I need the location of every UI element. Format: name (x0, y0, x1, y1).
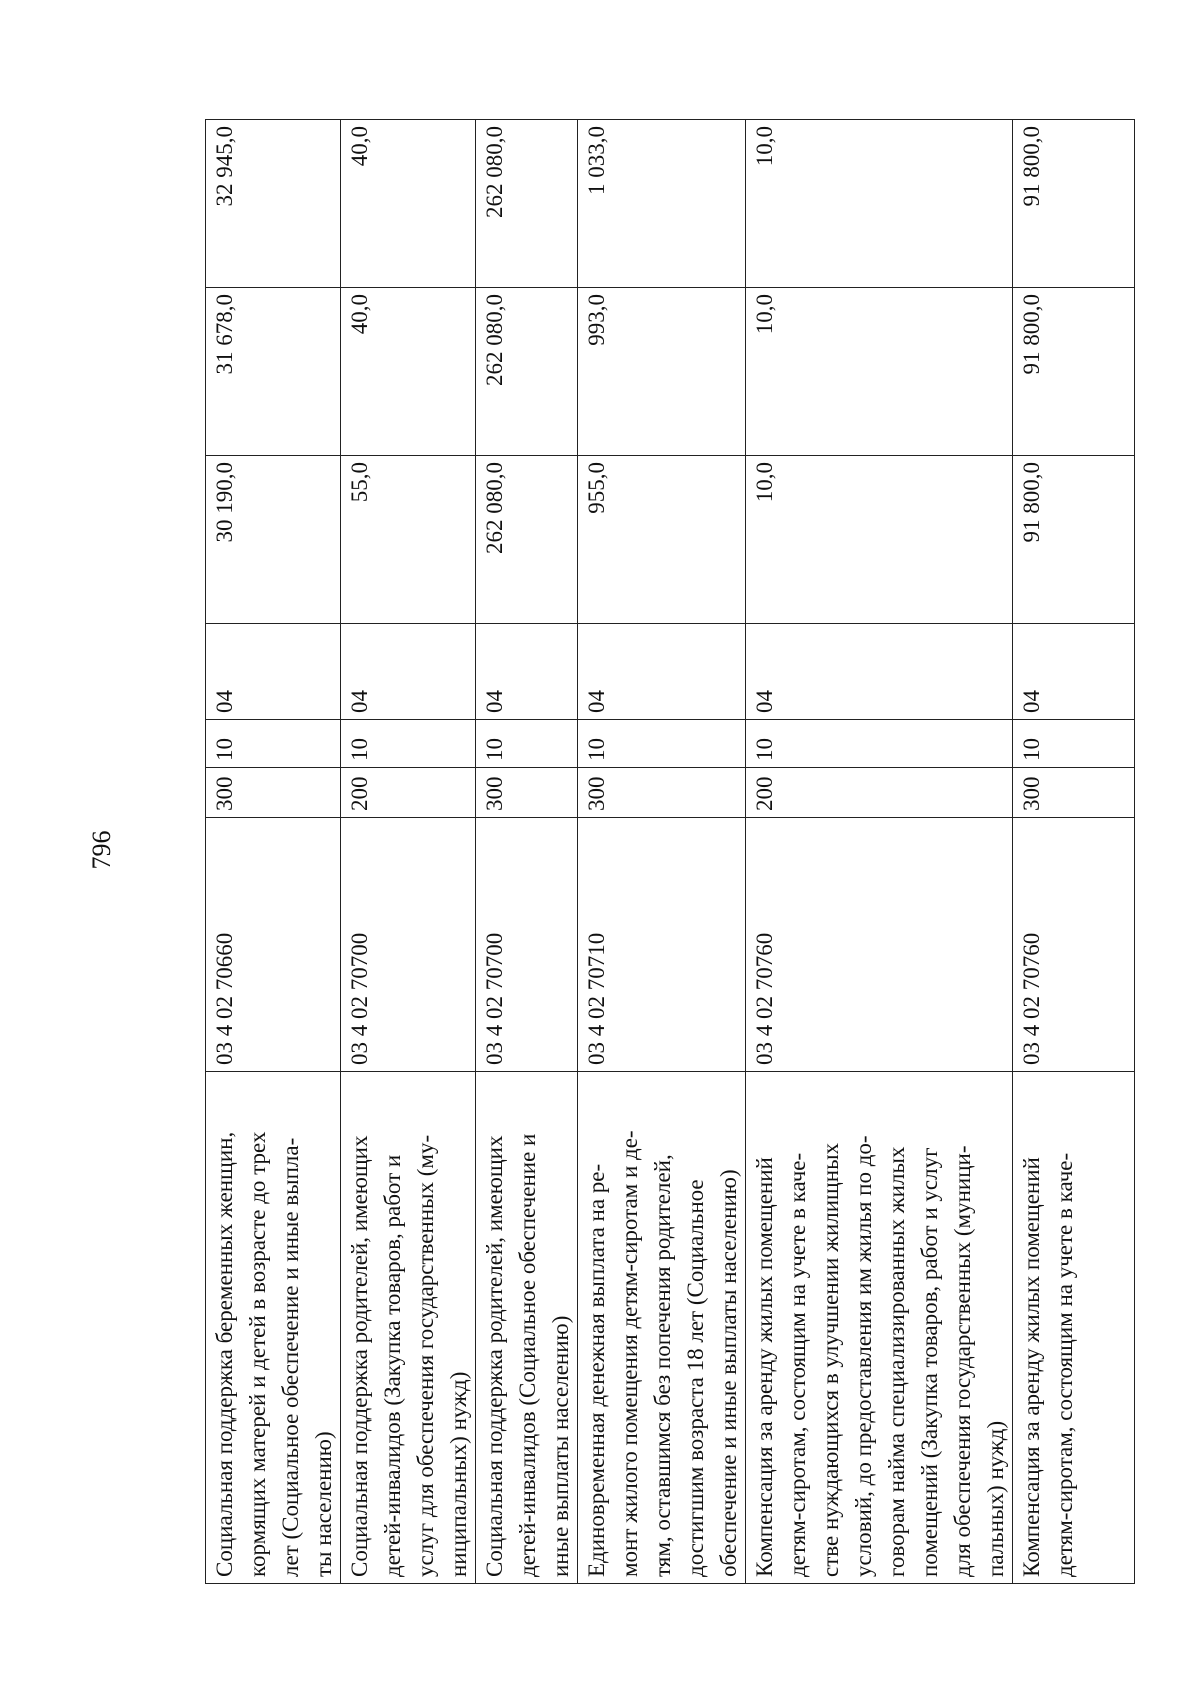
description-line: кормящих матерей и детей в возрасте до трех (245, 1131, 270, 1577)
amount-year-1: 955,0 (578, 456, 746, 624)
amount-year-2: 262 080,0 (476, 288, 578, 456)
description-line: тям, оставшимся без попечения родителей, (650, 1154, 675, 1577)
subsection-code: 04 (206, 624, 341, 720)
description-line: детей-инвалидов (Закупка товаров, работ и (380, 1154, 405, 1577)
subsection-code: 04 (1013, 624, 1135, 720)
subsection-code: 04 (578, 624, 746, 720)
subsection-code: 04 (476, 624, 578, 720)
description-line: для обеспечения государственных (муници- (950, 1145, 975, 1577)
amount-year-3: 10,0 (746, 120, 1013, 288)
description-line: пальных) нужд) (983, 1420, 1008, 1577)
amount-year-2: 10,0 (746, 288, 1013, 456)
section-code: 10 (578, 720, 746, 768)
table-row (476, 120, 578, 1584)
description-line: ниципальных) нужд) (446, 1371, 471, 1577)
row-description (1013, 1072, 1135, 1584)
expense-type-code: 300 (206, 768, 341, 818)
amount-year-1: 91 800,0 (1013, 456, 1135, 624)
target-article-code: 03 4 02 70760 (746, 818, 1013, 1072)
section-code: 10 (1013, 720, 1135, 768)
target-article-code: 03 4 02 70660 (206, 818, 341, 1072)
description-line: детей-инвалидов (Социальное обеспечение и (515, 1133, 540, 1577)
page-number: 796 (87, 830, 116, 870)
table-row (1013, 120, 1135, 1584)
row-description (206, 1072, 341, 1584)
target-article-code: 03 4 02 70700 (476, 818, 578, 1072)
amount-year-1: 10,0 (746, 456, 1013, 624)
amount-year-3: 1 033,0 (578, 120, 746, 288)
description-line: иные выплаты населению) (548, 1315, 573, 1577)
row-description (341, 1072, 476, 1584)
description-line: монт жилого помещения детям-сиротам и де- (617, 1130, 642, 1577)
budget-table-wrapper (205, 120, 1105, 1584)
description-line: достигшим возраста 18 лет (Социальное (683, 1179, 708, 1577)
amount-year-1: 262 080,0 (476, 456, 578, 624)
section-code: 10 (746, 720, 1013, 768)
description-line: Компенсация за аренду жилых помещений (1019, 1157, 1044, 1577)
amount-year-1: 30 190,0 (206, 456, 341, 624)
table-row (746, 120, 1013, 1584)
section-code: 10 (206, 720, 341, 768)
table-row (578, 120, 746, 1584)
description-line: помещений (Закупка товаров, работ и услуг (917, 1147, 942, 1577)
expense-type-code: 200 (341, 768, 476, 818)
amount-year-1: 55,0 (341, 456, 476, 624)
expense-type-code: 300 (476, 768, 578, 818)
description-line: Социальная поддержка родителей, имеющих (347, 1135, 372, 1577)
amount-year-3: 32 945,0 (206, 120, 341, 288)
row-description (746, 1072, 1013, 1584)
target-article-code: 03 4 02 70700 (341, 818, 476, 1072)
section-code: 10 (476, 720, 578, 768)
description-line: говорам найма специализированных жилых (884, 1146, 909, 1577)
description-line: стве нуждающихся в улучшении жилищных (818, 1142, 843, 1577)
expense-type-code: 200 (746, 768, 1013, 818)
table-row (206, 120, 341, 1584)
expense-type-code: 300 (578, 768, 746, 818)
budget-table (205, 119, 1135, 1584)
description-line: Компенсация за аренду жилых помещений (752, 1157, 777, 1577)
section-code: 10 (341, 720, 476, 768)
amount-year-2: 993,0 (578, 288, 746, 456)
description-line: обеспечение и иные выплаты населению) (716, 1169, 741, 1577)
description-line: лет (Социальное обеспечение и иные выпла- (278, 1137, 303, 1577)
subsection-code: 04 (341, 624, 476, 720)
table-row (341, 120, 476, 1584)
description-line: Социальная поддержка беременных женщин, (212, 1131, 237, 1577)
target-article-code: 03 4 02 70760 (1013, 818, 1135, 1072)
amount-year-3: 262 080,0 (476, 120, 578, 288)
description-line: Единовременная денежная выплата на ре- (584, 1163, 609, 1577)
description-line: детям-сиротам, состоящим на учете в каче- (1052, 1152, 1077, 1577)
budget-table-body (206, 120, 1135, 1584)
row-description (578, 1072, 746, 1584)
description-line: ты населению) (311, 1431, 336, 1577)
row-description (476, 1072, 578, 1584)
amount-year-2: 91 800,0 (1013, 288, 1135, 456)
budget-table-rotated (205, 120, 1105, 1584)
description-line: условий, до предоставления им жилья по до- (851, 1135, 876, 1577)
subsection-code: 04 (746, 624, 1013, 720)
target-article-code: 03 4 02 70710 (578, 818, 746, 1072)
amount-year-3: 40,0 (341, 120, 476, 288)
amount-year-2: 31 678,0 (206, 288, 341, 456)
amount-year-2: 40,0 (341, 288, 476, 456)
description-line: услуг для обеспечения государственных (му- (413, 1134, 438, 1577)
description-line: Социальная поддержка родителей, имеющих (482, 1135, 507, 1577)
amount-year-3: 91 800,0 (1013, 120, 1135, 288)
expense-type-code: 300 (1013, 768, 1135, 818)
description-line: детям-сиротам, состоящим на учете в каче- (785, 1152, 810, 1577)
